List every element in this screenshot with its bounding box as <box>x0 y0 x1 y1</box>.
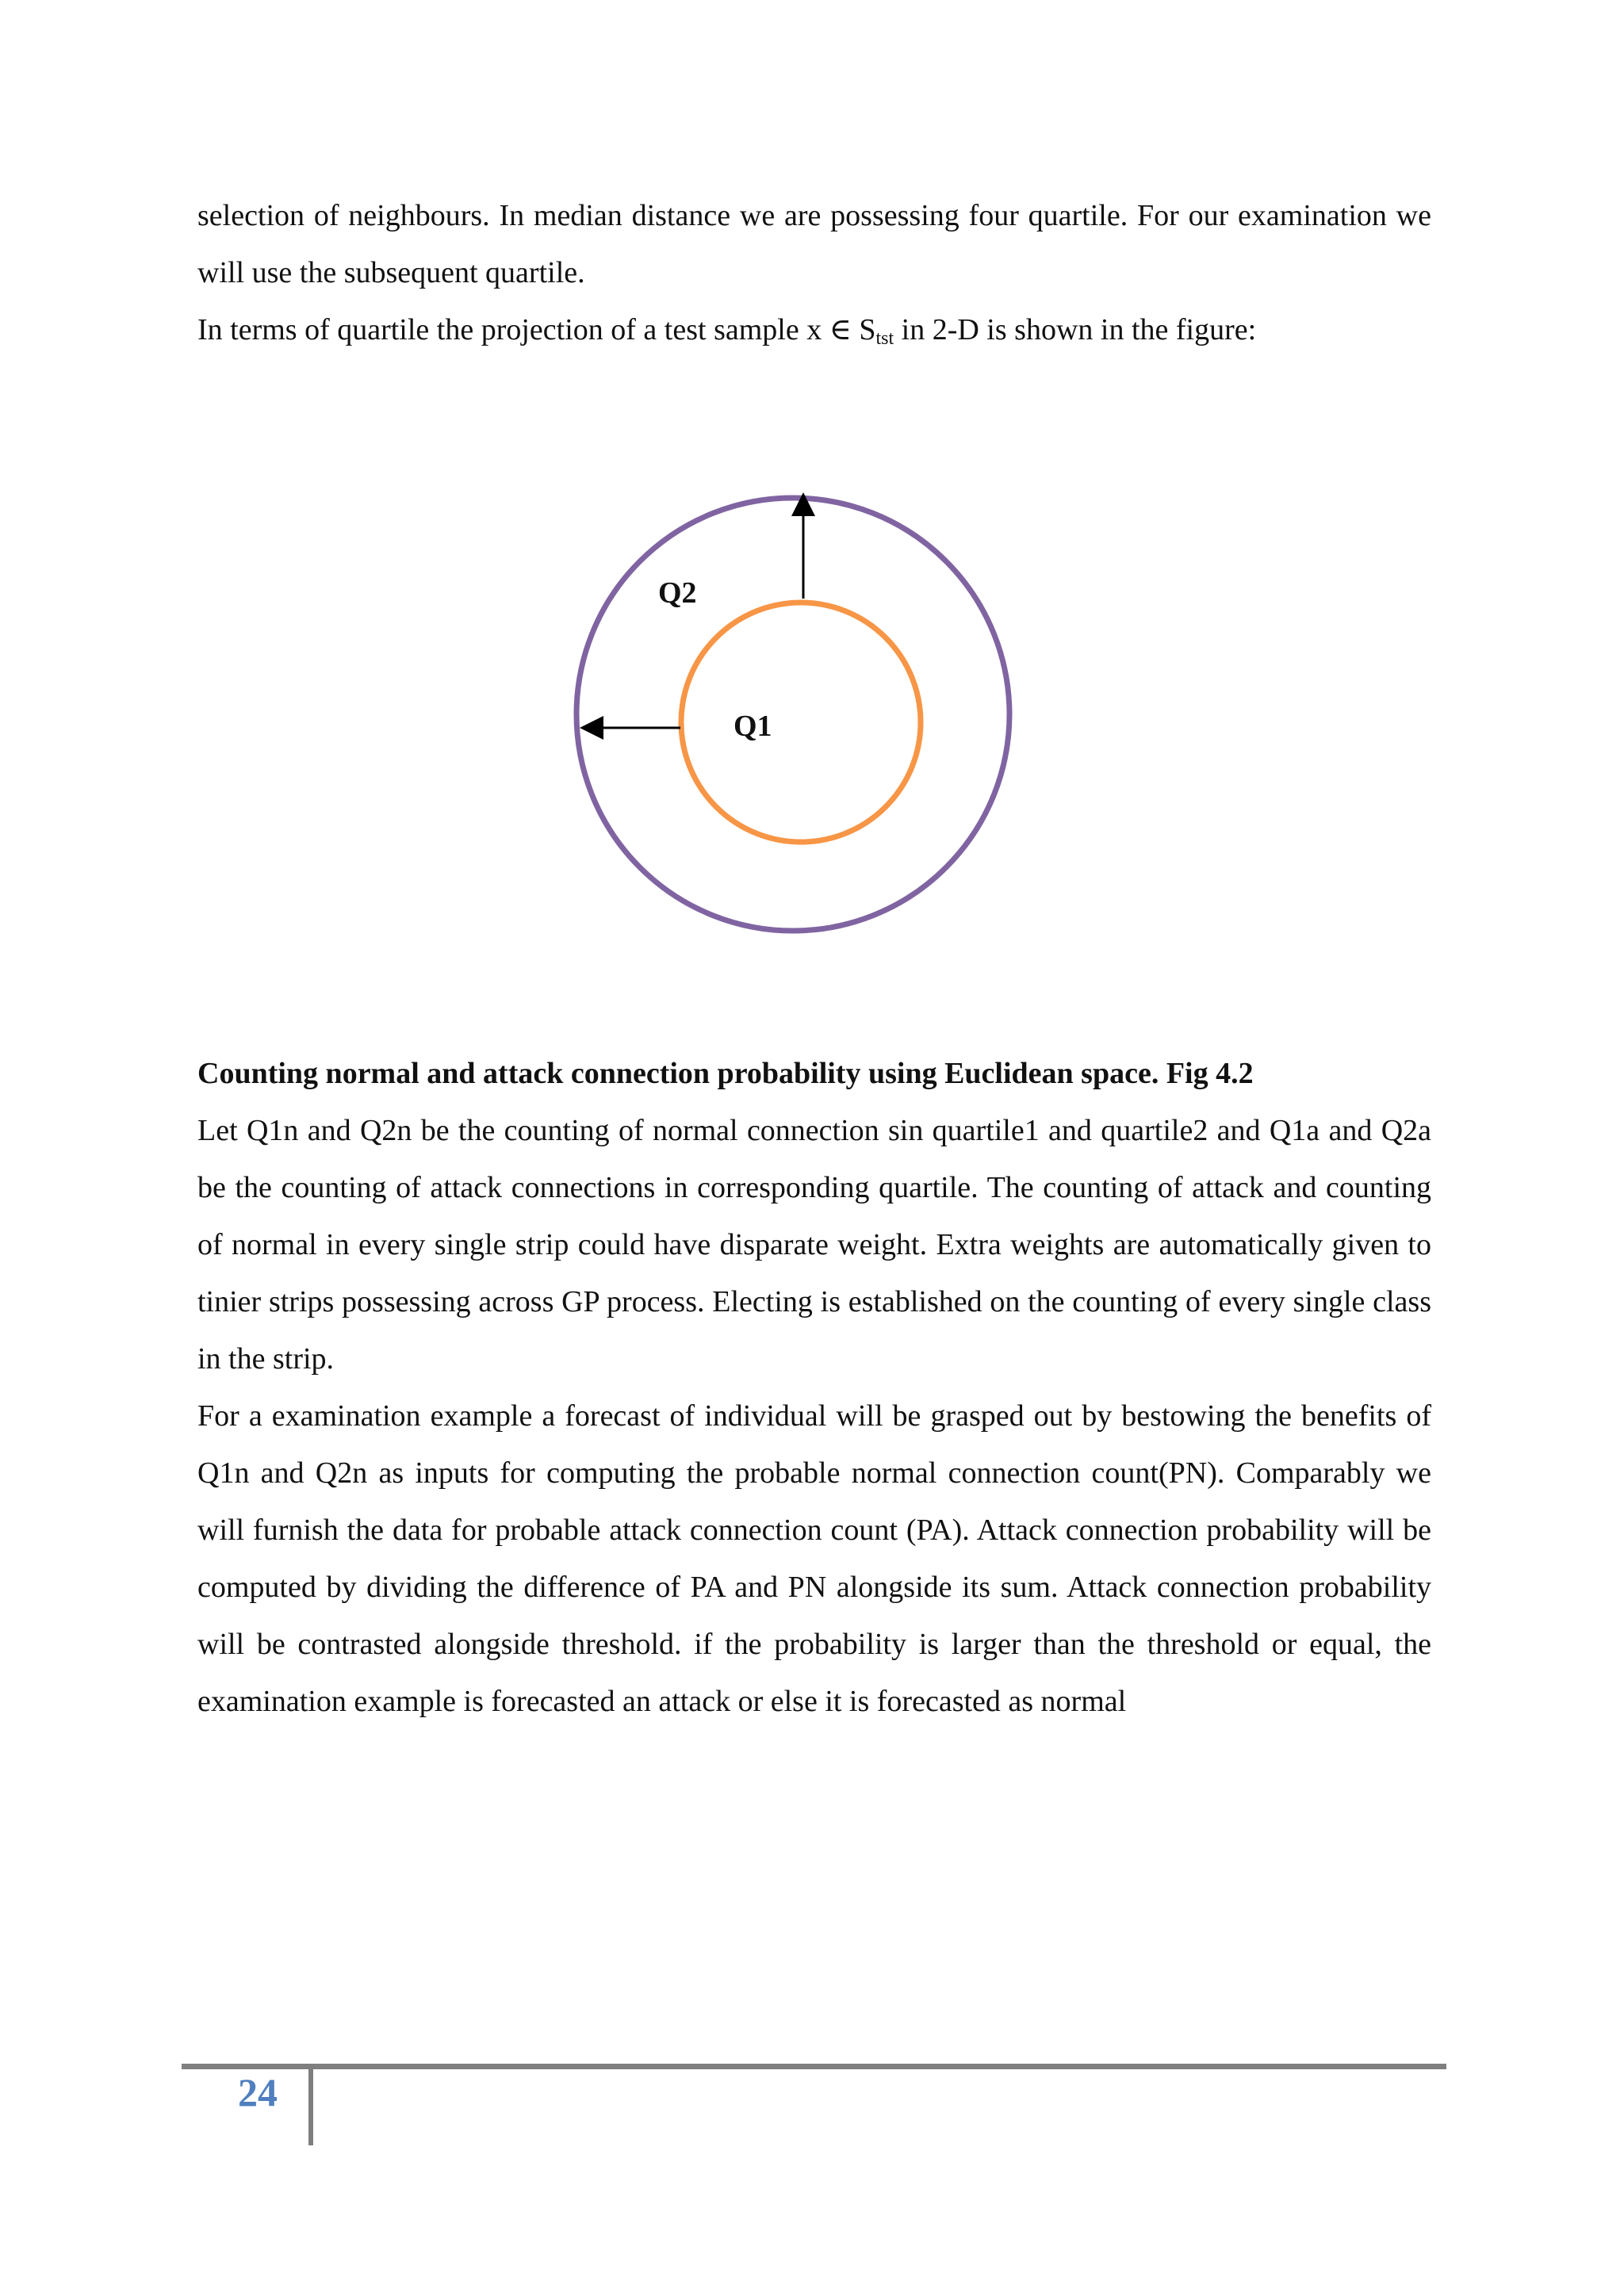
section-heading: Counting normal and attack connection probability using Euclidean space. Fig 4.2 <box>197 1057 1254 1090</box>
quartile-figure <box>555 476 1047 951</box>
projection-subscript: tst <box>875 328 894 349</box>
footer-divider <box>308 2066 313 2145</box>
paragraph-counting: Let Q1n and Q2n be the counting of normal connection sin quartile1 and quartile2 and Q1a and Q2a be the counting of attack connections in corresponding quartile. The counting of attack and counting of normal in every single strip could have disparate weight. Extra weights are automatically given to tinier strips possessing across GP process. Electing is established on the counting of every single class in the strip. <box>197 1114 1431 1376</box>
q1-label: Q1 <box>733 710 772 743</box>
q2-label: Q2 <box>658 576 697 610</box>
top-text-block <box>197 187 1431 367</box>
page-number: 24 <box>238 2070 278 2114</box>
main-text-block <box>197 1045 1431 1730</box>
footer-rule <box>182 2064 1446 2069</box>
paragraph-projection <box>197 301 1431 367</box>
projection-text-end: in 2-D is shown in the figure: <box>894 313 1257 346</box>
q2-outer-circle <box>576 498 1009 931</box>
paragraph-neighbours: selection of neighbours. In median distance we are possessing four quartile. For our examination we will use the subsequent quartile. <box>197 199 1431 289</box>
projection-text-start: In terms of quartile the projection of a test sample x ∈ S <box>197 313 876 346</box>
q1-inner-circle <box>681 603 921 842</box>
paragraph-forecast: For a examination example a forecast of individual will be grasped out by bestowing the benefits of Q1n and Q2n as inputs for computing the probable normal connection count(PN). Comparably we will furnish the data for probable attack connection count (PA). Attack connection probability will be computed by dividing the difference of PA and PN alongside its sum. Attack connection probability will be contrasted alongside threshold. if the probability is larger than the threshold or equal, the examination example is forecasted an attack or else it is forecasted as normal <box>197 1399 1431 1718</box>
quartile-diagram <box>555 476 1047 951</box>
